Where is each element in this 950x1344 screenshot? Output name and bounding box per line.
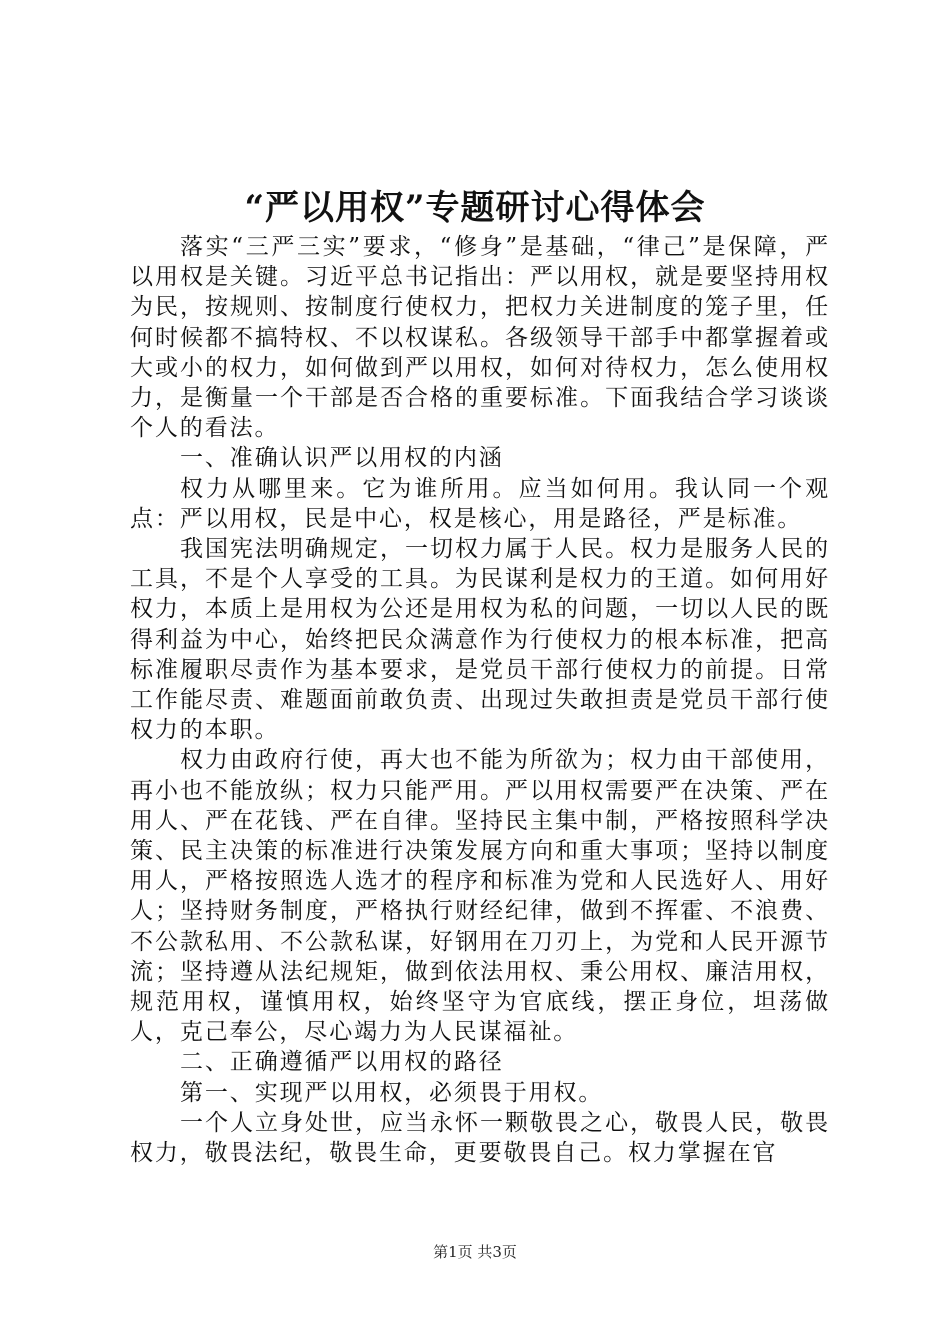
document-body <box>130 232 830 1168</box>
page-number-footer: 第1页 共3页 <box>433 1243 517 1261</box>
paragraph-source-of-power: 权力从哪里来。它为谁所用。应当如何用。我认同一个观点：严以用权，民是中心，权是核心，用是路径，严是标准。 <box>130 475 830 532</box>
section-heading-1: 一、准确认识严以用权的内涵 <box>180 445 504 472</box>
paragraph-reverence: 一个人立身处世，应当永怀一颗敬畏之心，敬畏人民，敬畏权力，敬畏法纪，敬畏生命，更要敬畏自己。权力掌握在官 <box>130 1109 830 1167</box>
sub-heading-first: 第一、实现严以用权，必须畏于用权。 <box>180 1079 604 1106</box>
section-heading-2: 二、正确遵循严以用权的路径 <box>180 1049 504 1076</box>
document-title: “严以用权”专题研讨心得体会 <box>244 188 706 228</box>
paragraph-constitution: 我国宪法明确规定，一切权力属于人民。权力是服务人民的工具，不是个人享受的工具。为民谋利是权力的王道。如何用好权力，本质上是用权为公还是用权为私的问题，一切以人民的既得利益为中心，始终把民众满意作为行使权力的根本标准，把高标准履职尽责作为基本要求，是党员干部行使权力的前提。日常工作能尽责、难题面前敢负责、出现过失敢担责是党员干部行使权力的本职。 <box>130 536 830 744</box>
intro-paragraph: 落实“三严三实”要求，“修身”是基础，“律己”是保障，严以用权是关键。习近平总书记指出：严以用权，就是要坚持用权为民，按规则、按制度行使权力，把权力关进制度的笼子里，任何时候都不搞特权、不以权谋私。各级领导干部手中都掌握着或大或小的权力，如何做到严以用权，如何对待权力，怎么使用权力，是衡量一个干部是否合格的重要标准。下面我结合学习谈谈个人的看法。 <box>130 234 830 442</box>
paragraph-strict-use: 权力由政府行使，再大也不能为所欲为；权力由干部使用，再小也不能放纵；权力只能严用。严以用权需要严在决策、严在用人、严在花钱、严在自律。坚持民主集中制，严格按照科学决策、民主决策的标准进行决策发展方向和重大事项；坚持以制度用人，严格按照选人选才的程序和标准为党和人民选好人、用好人；坚持财务制度，严格执行财经纪律，做到不挥霍、不浪费、不公款私用、不公款私谋，好钢用在刀刃上，为党和人民开源节流；坚持遵从法纪规矩，做到依法用权、秉公用权、廉洁用权，规范用权，谨慎用权，始终坚守为官底线，摆正身位，坦荡做人，克己奉公，尽心竭力为人民谋福祉。 <box>130 747 830 1046</box>
